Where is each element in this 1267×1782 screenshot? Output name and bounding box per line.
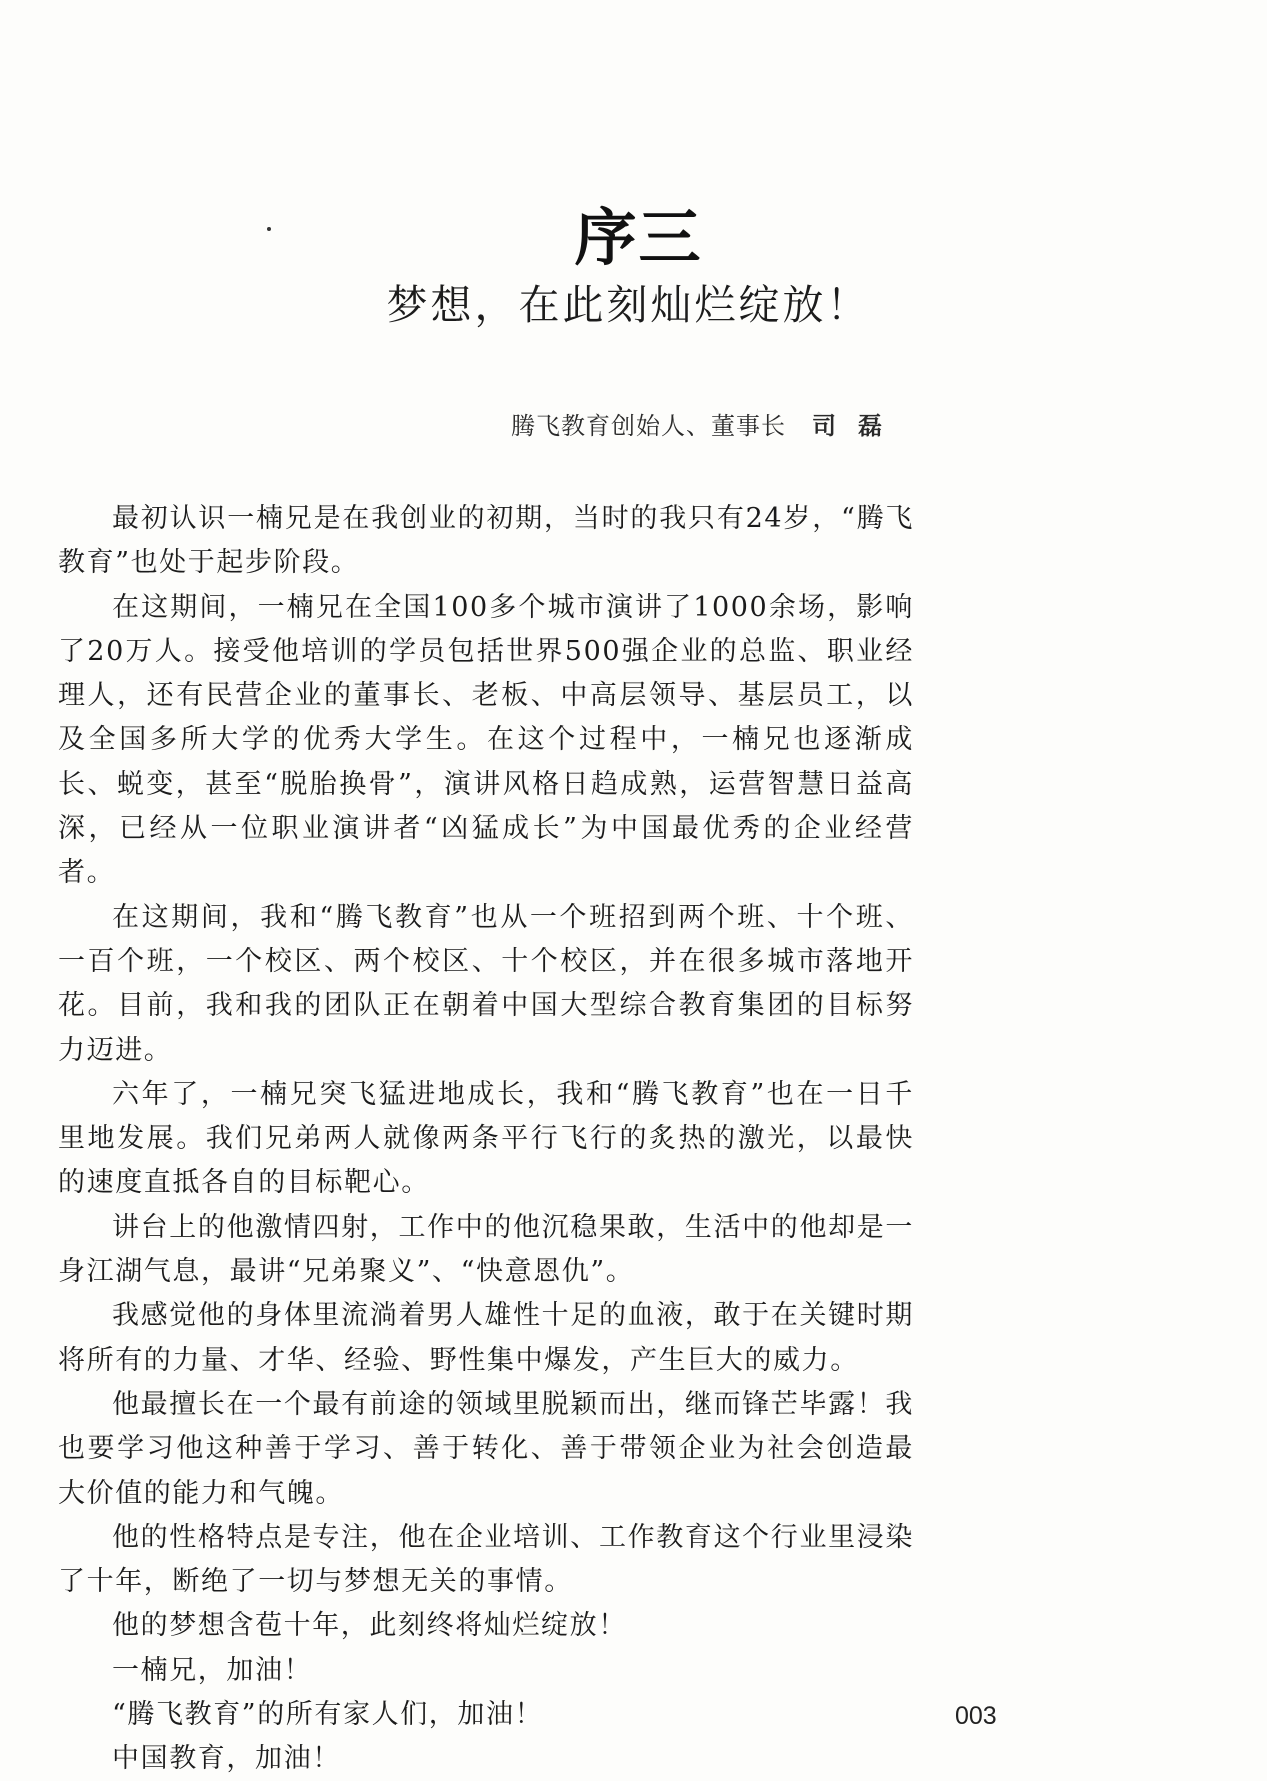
paragraph: 他最擅长在一个最有前途的领域里脱颖而出，继而锋芒毕露！我也要学习他这种善于学习、善于转化、善于带领企业为社会创造最大价值的能力和气魄。 — [58, 1388, 914, 1509]
paragraph: 他的梦想含苞十年，此刻终将灿烂绽放！ — [112, 1610, 627, 1642]
paragraph: 一楠兄，加油！ — [112, 1654, 313, 1686]
page-number: 003 — [955, 1702, 997, 1730]
paragraph: 最初认识一楠兄是在我创业的初期，当时的我只有24岁，“腾飞教育”也处于起步阶段。 — [58, 503, 914, 579]
paragraph: 中国教育，加油！ — [112, 1743, 341, 1775]
paragraph: 我感觉他的身体里流淌着男人雄性十足的血液，敢于在关键时期将所有的力量、才华、经验、野性集中爆发，产生巨大的威力。 — [58, 1300, 914, 1376]
chapter-subtitle: 梦想，在此刻灿烂绽放！ — [386, 281, 871, 329]
paragraph: 在这期间，一楠兄在全国100多个城市演讲了1000余场，影响了20万人。接受他培训的学员包括世界500强企业的总监、职业经理人，还有民营企业的董事长、老板、中高层领导、基层员工，以及全国多所大学的优秀大学生。在这个过程中，一楠兄也逐渐成长、蜕变，甚至“脱胎换骨”，演讲风格日趋成熟，运营智慧日益高深，已经从一位职业演讲者“凶猛成长”为中国最优秀的企业经营者。 — [58, 591, 914, 889]
paragraph: 六年了，一楠兄突飞猛进地成长，我和“腾飞教育”也在一日千里地发展。我们兄弟两人就像两条平行飞行的炙热的激光，以最快的速度直抵各自的目标靶心。 — [58, 1078, 914, 1199]
paragraph: 讲台上的他激情四射，工作中的他沉稳果敢，生活中的他却是一身江湖气息，最讲“兄弟聚义”、“快意恩仇”。 — [58, 1211, 914, 1288]
chapter-title: 序三 — [574, 201, 703, 274]
paragraph: “腾飞教育”的所有家人们，加油！ — [112, 1699, 544, 1731]
byline — [511, 406, 904, 441]
paragraph: 在这期间，我和“腾飞教育”也从一个班招到两个班、十个班、一百个班，一个校区、两个校区、十个校区，并在很多城市落地开花。目前，我和我的团队正在朝着中国大型综合教育集团的目标努力迈进。 — [58, 901, 914, 1066]
author-name: 司磊 — [812, 411, 904, 440]
body-text — [58, 497, 914, 1782]
author-role: 腾飞教育创始人、董事长 — [511, 412, 786, 440]
paragraph: 他的性格特点是专注，他在企业培训、工作教育这个行业里浸染了十年，断绝了一切与梦想无关的事情。 — [58, 1521, 914, 1598]
